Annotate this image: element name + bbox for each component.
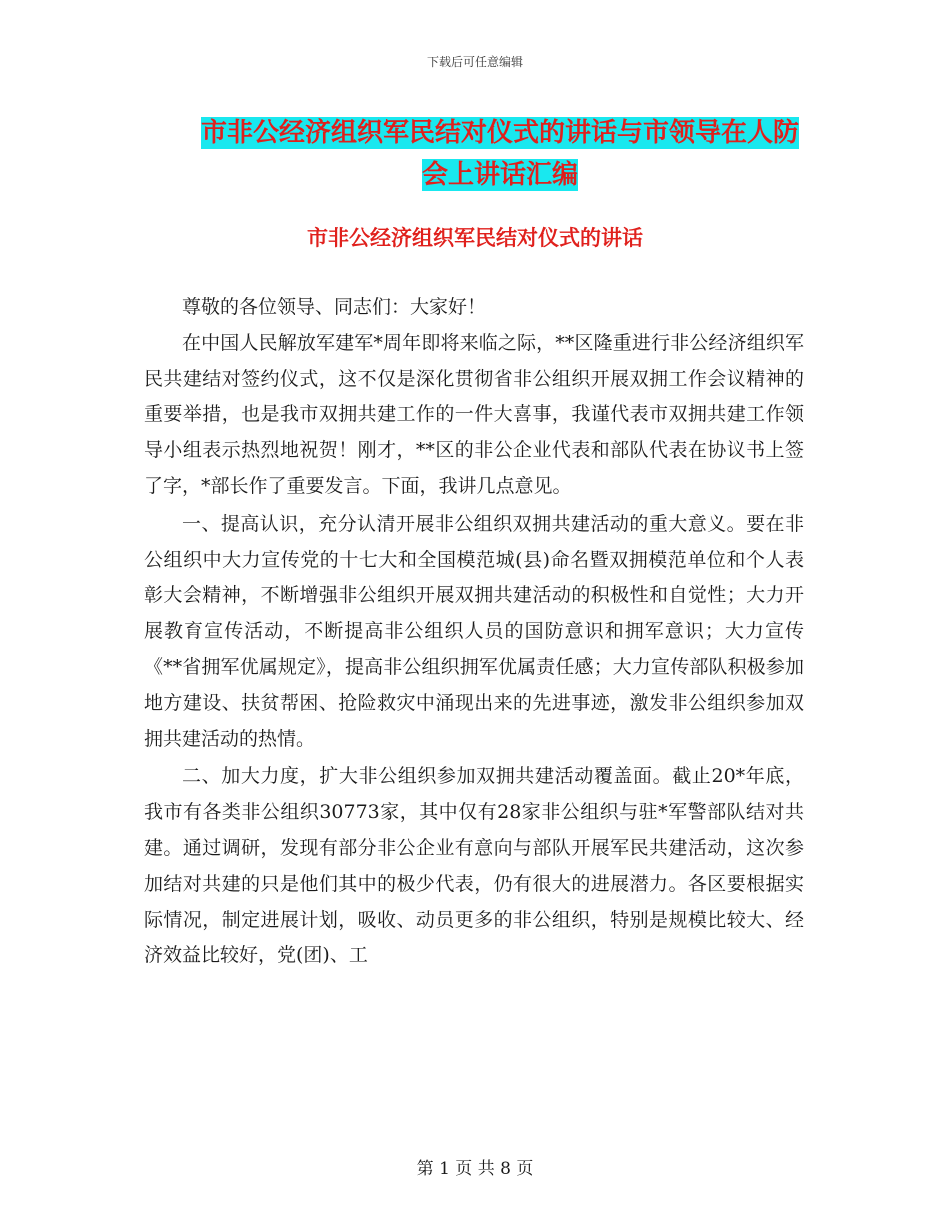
- document-title: [120, 112, 880, 196]
- paragraph-point-1: 一、提高认识，充分认清开展非公组织双拥共建活动的重大意义。要在非公组织中大力宣传党的十七大和全国模范城(县)命名暨双拥模范单位和个人表彰大会精神，不断增强非公组织开展双拥共建活动的积极性和自觉性；大力开展教育宣传活动，不断提高非公组织人员的国防意识和拥军意识；大力宣传《**省拥军优属规定》，提高非公组织拥军优属责任感；大力宣传部队积极参加地方建设、扶贫帮困、抢险救灾中涌现出来的先进事迹，激发非公组织参加双拥共建活动的热情。: [144, 512, 804, 750]
- page-header-note: 下载后可任意编辑: [426, 55, 523, 69]
- paragraph-intro: 在中国人民解放军建军*周年即将来临之际，**区隆重进行非公经济组织军民共建结对签约仪式，这不仅是深化贯彻省非公组织开展双拥工作会议精神的重要举措，也是我市双拥共建工作的一件大喜事，我谨代表市双拥共建工作领导小组表示热烈地祝贺！刚才，**区的非公企业代表和部队代表在协议书上签了字，*部长作了重要发言。下面，我讲几点意见。: [144, 331, 804, 497]
- title-line-2: 会上讲话汇编: [421, 160, 578, 190]
- document-body: [144, 290, 804, 974]
- page-footer-number: 第 1 页 共 8 页: [416, 1159, 534, 1179]
- section-subtitle: 市非公经济组织军民结对仪式的讲话: [307, 226, 643, 250]
- title-line-1: 市非公经济组织军民结对仪式的讲话与市领导在人防: [200, 118, 799, 148]
- paragraph-point-2: 二、加大力度，扩大非公组织参加双拥共建活动覆盖面。截止20*年底，我市有各类非公组织30773家，其中仅有28家非公组织与驻*军警部队结对共建。通过调研，发现有部分非公企业有意向与部队开展军民共建活动，这次参加结对共建的只是他们其中的极少代表，仍有很大的进展潜力。各区要根据实际情况，制定进展计划，吸收、动员更多的非公组织，特别是规模比较大、经济效益比较好，党(团)、工: [144, 765, 804, 967]
- paragraph-greeting: 尊敬的各位领导、同志们：大家好！: [182, 296, 487, 318]
